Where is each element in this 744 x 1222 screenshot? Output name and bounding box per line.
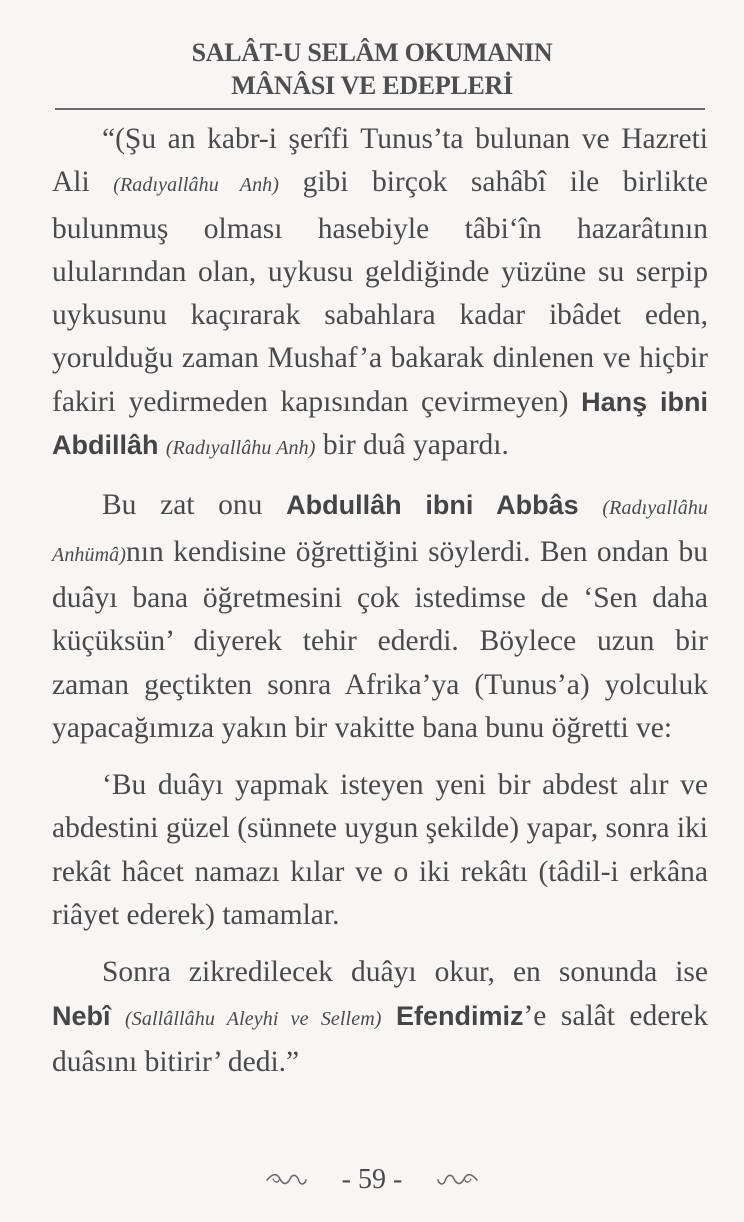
paragraph-1	[52, 118, 708, 470]
honorific-eulogy: (Sallâllâhu Aleyhi ve Sellem)	[124, 1007, 382, 1030]
page-number: - 59 -	[341, 1163, 403, 1195]
honorific-eulogy: (Radıyallâhu Anh)	[165, 437, 316, 460]
paragraph-4	[52, 951, 708, 1084]
text-run: Bu zat onu	[102, 489, 287, 522]
honorific-eulogy: (Radıyallâhu Anhümâ)	[52, 497, 709, 566]
text-run: ‘Bu duâyı yapmak isteyen yeni bir abdest alır ve abdestini güzel (sünnete uygun şekilde) yapar, sonra iki rekât hâcet namazı kılar ve o iki rekâtı (tâdil-i erkâna riâyet ederek) tamamlar.	[52, 769, 708, 932]
header-title-line-1: SALÂT-U SELÂM OKUMANIN	[191, 38, 553, 67]
running-header	[0, 36, 744, 102]
text-run: ’e salât ederek duâsını bitirir’ dedi.”	[52, 999, 708, 1078]
text-run: gibi birçok sahâbî ile birlikte bulunmuş olması hasebiyle tâbi‘în hazarâtının ulularından olan, uykusu geldiğinde yüzüne su serpip uykusunu kaçırarak sabahlara kadar ibâdet eden, yorulduğu zaman Mushaf’a bakarak dinlenen ve hiçbir fakiri yedirmeden kapısından çevirmeyen)	[52, 166, 708, 418]
text-run	[382, 1000, 396, 1032]
swash-ornament-right-icon	[435, 1171, 481, 1189]
person-name: Nebî	[52, 1000, 111, 1031]
text-run: “(Şu an kabr-i şerîfi Tunus’ta bulunan ve Hazreti Ali	[52, 123, 708, 199]
person-name: Efendimiz	[395, 1000, 524, 1031]
text-run: Sonra zikredilecek duâyı okur, en sonunda ise	[102, 956, 708, 989]
paragraph-3	[52, 764, 708, 937]
page-body	[52, 118, 708, 1084]
swash-ornament-left-icon	[263, 1171, 309, 1189]
header-divider	[55, 108, 705, 110]
text-run	[159, 429, 166, 461]
person-name: Abdullâh ibni Abbâs	[286, 490, 579, 521]
text-run: nın kendisine öğrettiğini söylerdi. Ben ondan bu duâyı bana öğretmesini çok istedimse de ‘Sen daha küçüksün’ diyerek tehir ederdi. Böylece uzun bir zaman geçtikten sonra Afrika’ya (Tunus’a) yolculuk yapacağımıza yakın bir vakitte bana bunu öğretti ve:	[52, 535, 708, 744]
page-footer	[0, 1158, 744, 1198]
header-title-line-2: MÂNÂSI VE EDEPLERİ	[231, 71, 513, 100]
person-name: Hanş ibni Abdillâh	[52, 386, 708, 461]
text-run	[579, 489, 603, 521]
paragraph-2	[52, 484, 708, 750]
honorific-eulogy: (Radıyallâhu Anh)	[113, 174, 280, 197]
text-run	[111, 1000, 125, 1032]
text-run: bir duâ yapardı.	[315, 429, 509, 462]
